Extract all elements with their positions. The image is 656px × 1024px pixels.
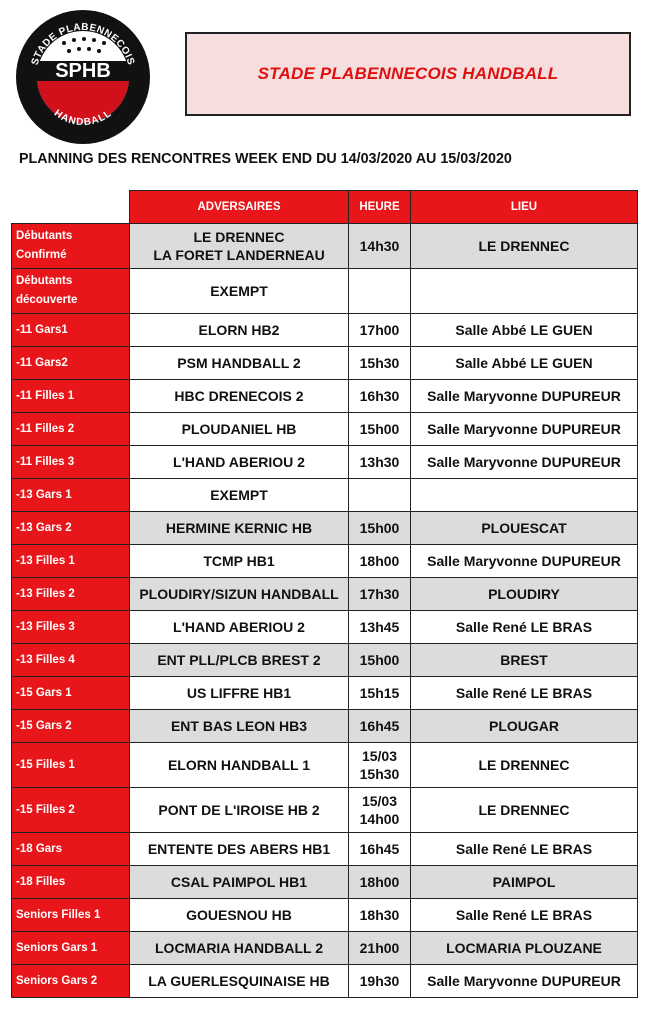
venue-cell: LE DRENNEC (411, 224, 638, 269)
opponent-cell-line: TCMP HB1 (203, 553, 275, 569)
category-cell (12, 965, 130, 998)
opponent-cell (130, 932, 349, 965)
logo-bottom-text: HANDBALL (51, 107, 115, 129)
category-cell (12, 413, 130, 446)
category-cell (12, 380, 130, 413)
title-banner (185, 32, 631, 116)
table-row (12, 833, 638, 866)
table-row (12, 677, 638, 710)
table-row (12, 446, 638, 479)
time-cell (349, 269, 411, 314)
category-cell-line: Seniors Gars 2 (16, 974, 98, 987)
time-cell-line: 17h30 (359, 586, 400, 602)
time-cell (349, 899, 411, 932)
schedule-subtitle: PLANNING DES RENCONTRES WEEK END DU 14/03/2020 AU 15/03/2020 (19, 151, 512, 167)
category-cell-line: -15 Filles 1 (16, 758, 75, 771)
category-cell-line: Confirmé (16, 249, 67, 261)
category-cell (12, 578, 130, 611)
category-cell-line: -11 Filles 2 (16, 422, 75, 435)
time-cell (349, 965, 411, 998)
opponent-cell (130, 611, 349, 644)
time-cell (349, 710, 411, 743)
venue-cell: Salle Maryvonne DUPUREUR (411, 380, 638, 413)
venue-cell: PLOUGAR (411, 710, 638, 743)
category-cell (12, 677, 130, 710)
time-cell (349, 578, 411, 611)
table-row (12, 965, 638, 998)
table-row (12, 347, 638, 380)
time-cell-line: 15h00 (359, 652, 400, 668)
time-cell (349, 644, 411, 677)
opponent-cell-line: ELORN HANDBALL 1 (167, 757, 311, 773)
opponent-cell-line: L'HAND ABERIOU 2 (173, 619, 305, 635)
venue-cell: PLOUESCAT (411, 512, 638, 545)
category-cell-line: -13 Filles 2 (16, 587, 75, 600)
category-cell-line: -13 Filles 1 (16, 554, 75, 567)
category-cell (12, 479, 130, 512)
table-row (12, 644, 638, 677)
venue-cell: BREST (411, 644, 638, 677)
time-cell-line: 17h00 (359, 322, 400, 338)
venue-cell: Salle Abbé LE GUEN (411, 314, 638, 347)
venue-cell: Salle René LE BRAS (411, 833, 638, 866)
table-row (12, 710, 638, 743)
opponent-cell (130, 413, 349, 446)
time-cell-line: 16h45 (359, 841, 400, 857)
time-cell-line: 18h00 (359, 874, 400, 890)
category-cell (12, 545, 130, 578)
category-cell-line: -11 Gars1 (16, 323, 68, 336)
opponent-cell-line: LA GUERLESQUINAISE HB (148, 973, 330, 989)
venue-cell: Salle René LE BRAS (411, 611, 638, 644)
venue-cell: Salle René LE BRAS (411, 677, 638, 710)
table-row (12, 380, 638, 413)
table-row (12, 224, 638, 269)
table-row (12, 545, 638, 578)
table-row (12, 866, 638, 899)
category-cell-line: -15 Gars 2 (16, 719, 72, 732)
category-cell-line: -15 Gars 1 (16, 686, 72, 699)
opponent-cell (130, 578, 349, 611)
category-cell (12, 710, 130, 743)
category-cell-line: Seniors Gars 1 (16, 941, 98, 954)
opponent-cell-line: ELORN HB2 (198, 322, 280, 338)
time-cell-line: 19h30 (359, 973, 400, 989)
time-cell (349, 479, 411, 512)
time-cell-line: 15h00 (359, 421, 400, 437)
time-cell-line: 21h00 (359, 940, 400, 956)
logo-top-text: STADE PLABENNECOIS (29, 21, 137, 67)
opponent-cell (130, 677, 349, 710)
column-header-opponents: ADVERSAIRES (130, 191, 349, 224)
opponent-cell (130, 224, 349, 269)
category-cell (12, 866, 130, 899)
category-cell (12, 446, 130, 479)
venue-cell: LE DRENNEC (411, 743, 638, 788)
opponent-cell (130, 710, 349, 743)
time-cell (349, 380, 411, 413)
opponent-cell-line: LA FORET LANDERNEAU (153, 247, 325, 263)
time-cell (349, 866, 411, 899)
time-cell-line: 15h15 (359, 685, 400, 701)
opponent-cell (130, 347, 349, 380)
category-cell-line: -13 Filles 4 (16, 653, 75, 666)
time-cell (349, 224, 411, 269)
category-cell (12, 833, 130, 866)
time-cell (349, 314, 411, 347)
opponent-cell-line: EXEMPT (210, 487, 268, 503)
opponent-cell (130, 644, 349, 677)
category-cell-line: Seniors Filles 1 (16, 908, 101, 921)
opponent-cell (130, 965, 349, 998)
category-cell-line: Débutants (16, 230, 73, 242)
venue-cell: Salle Maryvonne DUPUREUR (411, 545, 638, 578)
opponent-cell (130, 269, 349, 314)
logo-center-text: SPHB (55, 60, 111, 82)
category-cell (12, 788, 130, 833)
opponent-cell-line: L'HAND ABERIOU 2 (173, 454, 305, 470)
table-row (12, 413, 638, 446)
opponent-cell (130, 743, 349, 788)
time-cell (349, 611, 411, 644)
club-logo (14, 8, 152, 146)
time-cell (349, 446, 411, 479)
header-empty-cell (12, 191, 130, 224)
opponent-cell-line: PLOUDANIEL HB (181, 421, 297, 437)
opponent-cell (130, 314, 349, 347)
venue-cell: PLOUDIRY (411, 578, 638, 611)
time-cell-line: 14h30 (359, 238, 400, 254)
category-cell-line: -13 Gars 1 (16, 488, 72, 501)
opponent-cell-line: HERMINE KERNIC HB (165, 520, 313, 536)
time-cell-line: 15h30 (359, 766, 400, 782)
opponent-cell (130, 833, 349, 866)
opponent-cell (130, 479, 349, 512)
time-cell-line: 14h00 (359, 811, 400, 827)
venue-cell: Salle Maryvonne DUPUREUR (411, 446, 638, 479)
table-row (12, 269, 638, 314)
column-header-time: HEURE (349, 191, 411, 224)
opponent-cell-line: EXEMPT (210, 283, 268, 299)
time-cell-line: 15/03 (361, 748, 398, 764)
opponent-cell (130, 545, 349, 578)
table-row (12, 788, 638, 833)
page-title: STADE PLABENNECOIS HANDBALL (257, 64, 559, 83)
time-cell-line: 15h00 (359, 520, 400, 536)
opponent-cell-line: PONT DE L'IROISE HB 2 (158, 802, 320, 818)
time-cell (349, 545, 411, 578)
table-row (12, 743, 638, 788)
time-cell (349, 833, 411, 866)
category-cell (12, 611, 130, 644)
venue-cell (411, 269, 638, 314)
venue-cell: PAIMPOL (411, 866, 638, 899)
opponent-cell-line: US LIFFRE HB1 (186, 685, 292, 701)
opponent-cell-line: LOCMARIA HANDBALL 2 (155, 940, 323, 956)
time-cell-line: 15h30 (359, 355, 400, 371)
opponent-cell-line: PSM HANDBALL 2 (177, 355, 301, 371)
venue-cell: Salle Maryvonne DUPUREUR (411, 413, 638, 446)
opponent-cell-line: PLOUDIRY/SIZUN HANDBALL (139, 586, 339, 602)
time-cell-line: 18h00 (359, 553, 400, 569)
venue-cell: LE DRENNEC (411, 788, 638, 833)
category-cell (12, 224, 130, 269)
category-cell (12, 314, 130, 347)
category-cell-line: -11 Gars2 (16, 356, 68, 369)
opponent-cell-line: ENT PLL/PLCB BREST 2 (157, 652, 321, 668)
opponent-cell (130, 380, 349, 413)
time-cell (349, 743, 411, 788)
time-cell (349, 347, 411, 380)
time-cell (349, 932, 411, 965)
category-cell (12, 899, 130, 932)
opponent-cell-line: LE DRENNEC (193, 229, 285, 245)
opponent-cell (130, 512, 349, 545)
opponent-cell-line: CSAL PAIMPOL HB1 (170, 874, 308, 890)
category-cell-line: -15 Filles 2 (16, 803, 75, 816)
venue-cell: LOCMARIA PLOUZANE (411, 932, 638, 965)
table-row (12, 314, 638, 347)
opponent-cell (130, 899, 349, 932)
opponent-cell-line: ENT BAS LEON HB3 (170, 718, 308, 734)
time-cell (349, 512, 411, 545)
time-cell-line: 16h45 (359, 718, 400, 734)
venue-cell (411, 479, 638, 512)
time-cell-line: 18h30 (359, 907, 400, 923)
category-cell (12, 932, 130, 965)
time-cell (349, 788, 411, 833)
category-cell (12, 512, 130, 545)
venue-cell: Salle Maryvonne DUPUREUR (411, 965, 638, 998)
opponent-cell-line: HBC DRENECOIS 2 (174, 388, 304, 404)
category-cell-line: -13 Filles 3 (16, 620, 75, 633)
table-row (12, 611, 638, 644)
table-row (12, 512, 638, 545)
category-cell-line: -11 Filles 1 (16, 389, 75, 402)
category-cell (12, 743, 130, 788)
opponent-cell (130, 446, 349, 479)
schedule-table (11, 190, 638, 998)
time-cell-line: 13h30 (359, 454, 400, 470)
category-cell (12, 269, 130, 314)
opponent-cell (130, 788, 349, 833)
category-cell-line: -18 Filles (16, 875, 66, 888)
table-row (12, 479, 638, 512)
category-cell-line: -13 Gars 2 (16, 521, 72, 534)
opponent-cell-line: ENTENTE DES ABERS HB1 (147, 841, 331, 857)
venue-cell: Salle Abbé LE GUEN (411, 347, 638, 380)
time-cell-line: 15/03 (361, 793, 398, 809)
table-row (12, 578, 638, 611)
category-cell-line: Débutants (16, 275, 73, 287)
time-cell (349, 677, 411, 710)
category-cell-line: découverte (16, 294, 78, 306)
category-cell-line: -18 Gars (16, 842, 63, 855)
opponent-cell (130, 866, 349, 899)
time-cell-line: 16h30 (359, 388, 400, 404)
time-cell (349, 413, 411, 446)
opponent-cell-line: GOUESNOU HB (186, 907, 292, 923)
column-header-venue: LIEU (411, 191, 638, 224)
category-cell-line: -11 Filles 3 (16, 455, 75, 468)
venue-cell: Salle René LE BRAS (411, 899, 638, 932)
category-cell (12, 347, 130, 380)
category-cell (12, 644, 130, 677)
table-row (12, 932, 638, 965)
table-row (12, 899, 638, 932)
time-cell-line: 13h45 (359, 619, 400, 635)
